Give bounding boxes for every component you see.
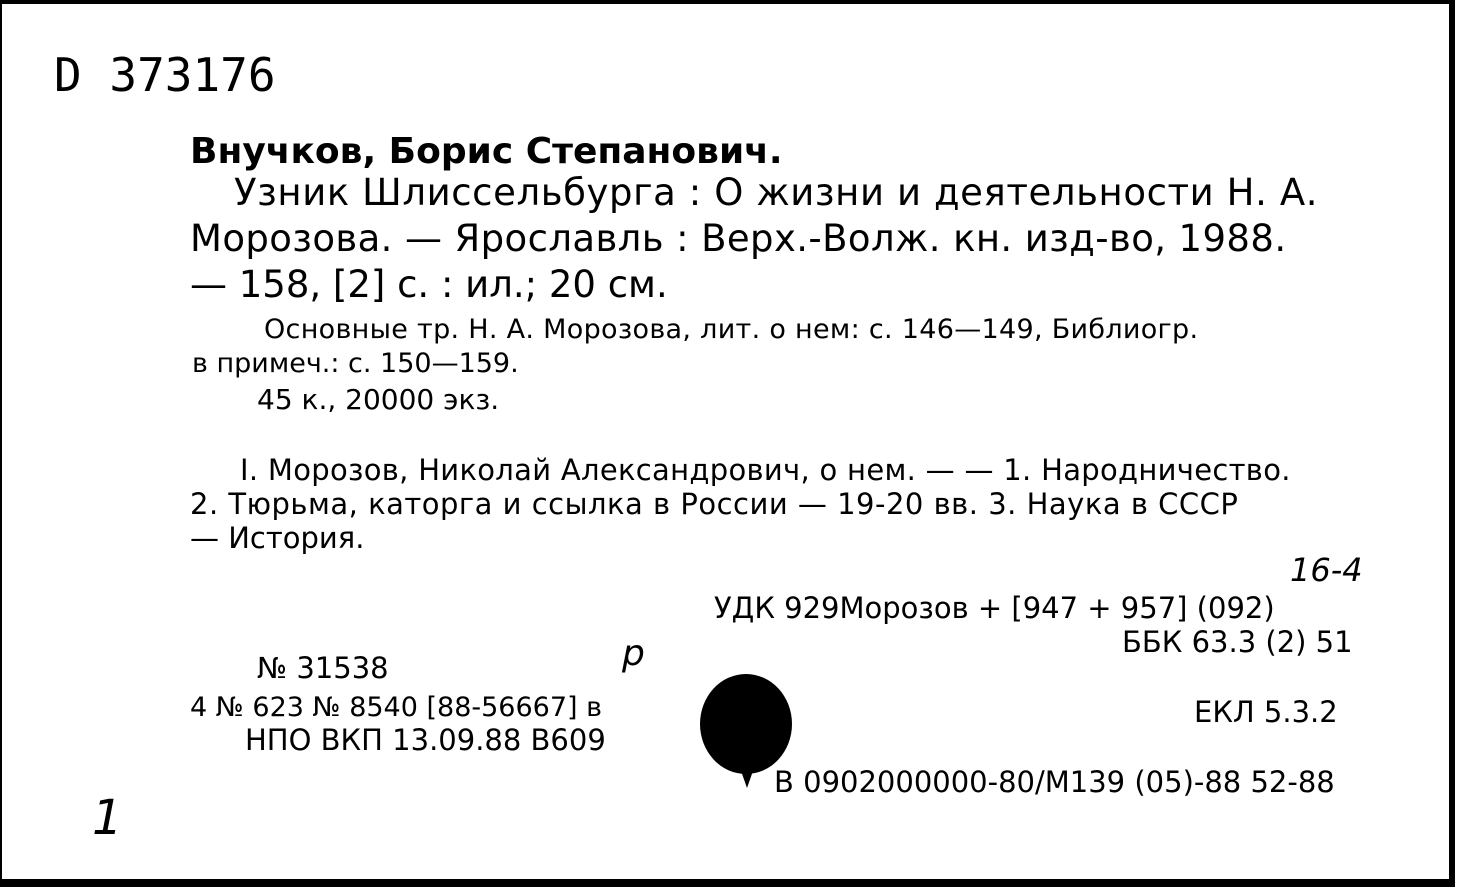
title-line-3: — 158, [2] с. : ил.; 20 см. — [190, 263, 668, 306]
subject-line-1: I. Морозов, Николай Александрович, о нем. — — 1. Народничество. — [240, 453, 1291, 487]
notes-line-1: Основные тр. Н. А. Морозова, лит. о нем: с. 146—149, Библиогр. — [264, 314, 1199, 345]
handwritten-mark: 16-4 — [1290, 551, 1363, 589]
bbk-line: ББК 63.3 (2) 51 — [1122, 625, 1353, 659]
corner-mark: 1 — [92, 790, 123, 846]
title-line-2: Морозова. — Ярославль : Верх.-Волж. кн. изд-во, 1988. — [190, 217, 1287, 260]
subject-line-3: — История. — [190, 521, 365, 555]
card-record-number: № 31538 — [257, 651, 389, 685]
print-line: 4 № 623 № 8540 [88-56667] в — [190, 692, 603, 723]
card-number: D 373176 — [54, 48, 276, 102]
author-heading: Внучков, Борис Степанович. — [190, 131, 783, 172]
subject-line-2: 2. Тюрьма, каторга и ссылка в России — 19-20 вв. 3. Наука в СССР — [190, 487, 1239, 521]
npo-line: НПО ВКП 13.09.88 В609 — [245, 723, 606, 757]
handwritten-p: р — [622, 633, 645, 674]
notes-line-2: в примеч.: с. 150—159. — [192, 348, 519, 379]
ekl-line: ЕКЛ 5.3.2 — [1194, 695, 1338, 729]
code-line: В 0902000000-80/М139 (05)-88 52-88 — [774, 765, 1335, 799]
punch-hole-tail — [740, 768, 754, 788]
udc-line: УДК 929Морозов + [947 + 957] (092) — [714, 591, 1275, 625]
punch-hole — [700, 674, 792, 774]
title-line-1: Узник Шлиссельбурга : О жизни и деятельности Н. А. — [234, 171, 1319, 214]
price-line: 45 к., 20000 экз. — [257, 383, 500, 416]
